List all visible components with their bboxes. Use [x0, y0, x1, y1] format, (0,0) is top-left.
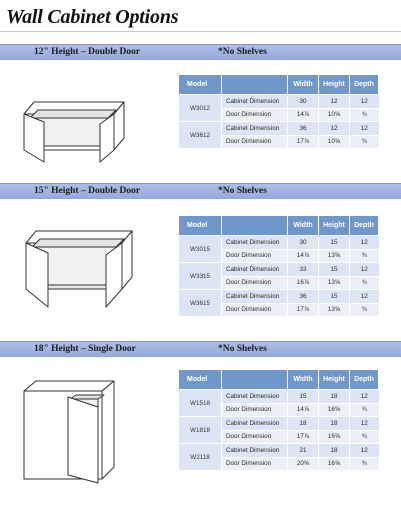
- column-header-depth: Depth: [350, 75, 379, 95]
- width-value: 33: [288, 263, 319, 277]
- height-value: 10⅝: [319, 135, 350, 149]
- model-code: W3612: [179, 122, 222, 149]
- depth-value: ¾: [350, 249, 379, 263]
- width-value: 14⅞: [288, 249, 319, 263]
- width-value: 30: [288, 236, 319, 250]
- column-header-width: Width: [288, 75, 319, 95]
- table-row: [179, 417, 379, 431]
- model-code: W1818: [179, 417, 222, 444]
- dimension-label: Door Dimension: [222, 135, 288, 149]
- model-code: W1518: [179, 390, 222, 417]
- width-value: 18: [288, 417, 319, 431]
- height-value: 15: [319, 290, 350, 304]
- height-value: 18: [319, 444, 350, 458]
- section-note: *No Shelves: [218, 47, 267, 57]
- dimension-label: Cabinet Dimension: [222, 390, 288, 404]
- column-header-model: Model: [179, 216, 222, 236]
- table-row: [179, 390, 379, 404]
- table-row: [179, 263, 379, 277]
- depth-value: ¾: [350, 430, 379, 444]
- spec-table: [178, 369, 379, 471]
- depth-value: 12: [350, 417, 379, 431]
- column-header-height: Height: [319, 216, 350, 236]
- dimension-label: Cabinet Dimension: [222, 444, 288, 458]
- column-header-blank: [222, 216, 288, 236]
- dimension-label: Cabinet Dimension: [222, 236, 288, 250]
- dimension-label: Cabinet Dimension: [222, 417, 288, 431]
- model-code: W3012: [179, 95, 222, 122]
- dimension-label: Door Dimension: [222, 303, 288, 317]
- depth-value: 12: [350, 122, 379, 136]
- height-value: 18: [319, 417, 350, 431]
- table-row: [179, 290, 379, 304]
- dimension-label: Door Dimension: [222, 430, 288, 444]
- cabinet-double-door-illustration: [14, 94, 134, 164]
- width-value: 30: [288, 95, 319, 109]
- section-note: *No Shelves: [218, 186, 267, 196]
- dimension-label: Cabinet Dimension: [222, 95, 288, 109]
- model-code: W3315: [179, 263, 222, 290]
- column-header-width: Width: [288, 370, 319, 390]
- cabinet-double-door-illustration: [14, 225, 144, 311]
- depth-value: 12: [350, 444, 379, 458]
- table-row: [179, 122, 379, 136]
- column-header-blank: [222, 75, 288, 95]
- height-value: 18: [319, 390, 350, 404]
- height-value: 13⅝: [319, 303, 350, 317]
- page-title: Wall Cabinet Options: [6, 6, 179, 28]
- height-value: 16⅝: [319, 457, 350, 471]
- spec-table: [178, 74, 379, 149]
- column-header-height: Height: [319, 370, 350, 390]
- section-header-band: [0, 183, 401, 199]
- dimension-label: Door Dimension: [222, 108, 288, 122]
- table-row: [179, 444, 379, 458]
- section-header-band: [0, 341, 401, 357]
- height-value: 16⅝: [319, 430, 350, 444]
- column-header-height: Height: [319, 75, 350, 95]
- width-value: 21: [288, 444, 319, 458]
- height-value: 15: [319, 236, 350, 250]
- table-row: [179, 95, 379, 109]
- height-value: 13⅝: [319, 249, 350, 263]
- column-header-depth: Depth: [350, 216, 379, 236]
- depth-value: ¾: [350, 108, 379, 122]
- column-header-model: Model: [179, 75, 222, 95]
- depth-value: 12: [350, 390, 379, 404]
- spec-table: [178, 215, 379, 317]
- dimension-label: Cabinet Dimension: [222, 290, 288, 304]
- width-value: 14⅞: [288, 403, 319, 417]
- cabinet-single-door-illustration: [14, 375, 126, 487]
- depth-value: 12: [350, 263, 379, 277]
- section-header-band: [0, 44, 401, 60]
- section-heading: 18" Height – Single Door: [34, 344, 136, 354]
- width-value: 16⅞: [288, 276, 319, 290]
- column-header-blank: [222, 370, 288, 390]
- height-value: 10⅝: [319, 108, 350, 122]
- height-value: 12: [319, 95, 350, 109]
- dimension-label: Door Dimension: [222, 249, 288, 263]
- column-header-depth: Depth: [350, 370, 379, 390]
- dimension-label: Door Dimension: [222, 403, 288, 417]
- column-header-model: Model: [179, 370, 222, 390]
- height-value: 15: [319, 263, 350, 277]
- depth-value: ¾: [350, 276, 379, 290]
- depth-value: ¾: [350, 303, 379, 317]
- dimension-label: Door Dimension: [222, 457, 288, 471]
- depth-value: 12: [350, 95, 379, 109]
- section-note: *No Shelves: [218, 344, 267, 354]
- column-header-width: Width: [288, 216, 319, 236]
- depth-value: ¾: [350, 135, 379, 149]
- dimension-label: Door Dimension: [222, 276, 288, 290]
- width-value: 20⅝: [288, 457, 319, 471]
- section-heading: 12" Height – Double Door: [34, 47, 141, 57]
- width-value: 17⅞: [288, 303, 319, 317]
- height-value: 12: [319, 122, 350, 136]
- width-value: 14⅞: [288, 108, 319, 122]
- width-value: 17⅞: [288, 430, 319, 444]
- width-value: 36: [288, 122, 319, 136]
- depth-value: 12: [350, 290, 379, 304]
- width-value: 17⅞: [288, 135, 319, 149]
- section-15-double-door: [0, 183, 401, 328]
- section-heading: 15" Height – Double Door: [34, 186, 141, 196]
- model-code: W3615: [179, 290, 222, 317]
- model-code: W2118: [179, 444, 222, 471]
- title-divider: [0, 31, 401, 32]
- depth-value: ¾: [350, 457, 379, 471]
- depth-value: 12: [350, 236, 379, 250]
- section-18-single-door: [0, 341, 401, 511]
- dimension-label: Cabinet Dimension: [222, 263, 288, 277]
- model-code: W3015: [179, 236, 222, 263]
- height-value: 16⅝: [319, 403, 350, 417]
- height-value: 13⅝: [319, 276, 350, 290]
- table-row: [179, 236, 379, 250]
- width-value: 15: [288, 390, 319, 404]
- depth-value: ¾: [350, 403, 379, 417]
- section-12-double-door: [0, 44, 401, 172]
- dimension-label: Cabinet Dimension: [222, 122, 288, 136]
- width-value: 36: [288, 290, 319, 304]
